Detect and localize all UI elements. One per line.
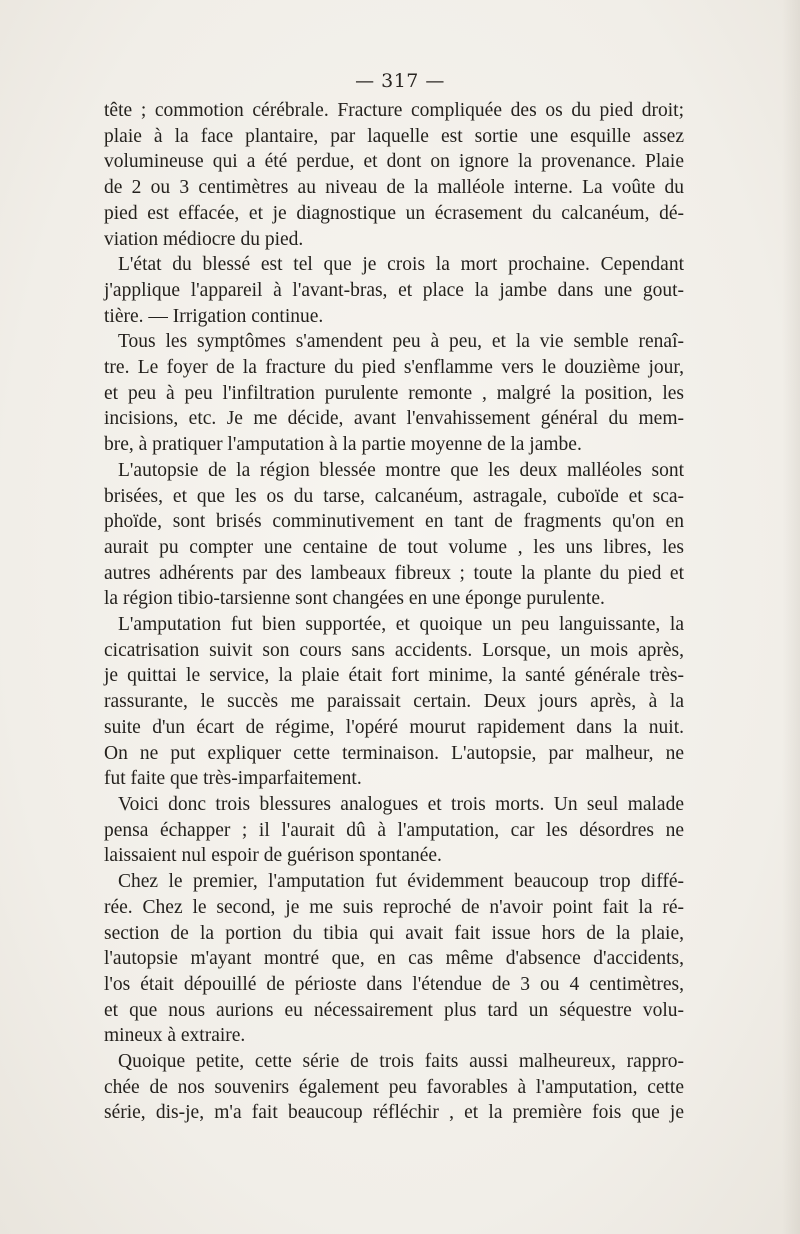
text-line: section de la portion du tibia qui avait fait issue hors de la plaie, bbox=[104, 922, 684, 944]
text-line: série, dis-je, m'a fait beaucoup réfléchir , et la première fois que je bbox=[104, 1102, 684, 1124]
text-line: et peu à peu l'infiltration purulente remonte , malgré la position, les bbox=[104, 382, 684, 404]
text-line: Tous les symptômes s'amendent peu à peu, et la vie semble renaî- bbox=[118, 331, 684, 353]
text-line: bre, à pratiquer l'amputation à la partie moyenne de la jambe. bbox=[104, 434, 582, 456]
text-line: la région tibio-tarsienne sont changées en une éponge purulente. bbox=[104, 588, 605, 610]
text-line: phoïde, sont brisés comminutivement en tant de fragments qu'on en bbox=[104, 511, 684, 533]
text-line: et que nous aurions eu nécessairement plus tard un séquestre volu- bbox=[104, 999, 684, 1021]
text-line: mineux à extraire. bbox=[104, 1025, 246, 1047]
text-line: laissaient nul espoir de guérison spontanée. bbox=[104, 845, 442, 867]
text-line: de 2 ou 3 centimètres au niveau de la malléole interne. La voûte du bbox=[104, 177, 684, 199]
text-line: volumineuse qui a été perdue, et dont on ignore la provenance. Plaie bbox=[104, 151, 684, 173]
text-line: l'os était dépouillé de périoste dans l'étendue de 3 ou 4 centimètres, bbox=[104, 973, 684, 995]
text-line: L'autopsie de la région blessée montre que les deux malléoles sont bbox=[118, 459, 684, 481]
text-line: l'autopsie m'ayant montré que, en cas même d'absence d'accidents, bbox=[104, 948, 684, 970]
text-line: autres adhérents par des lambeaux fibreux ; toute la plante du pied et bbox=[104, 562, 684, 584]
text-line: Chez le premier, l'amputation fut évidemment beaucoup trop diffé- bbox=[118, 871, 684, 893]
text-line: incisions, etc. Je me décide, avant l'envahissement général du mem- bbox=[104, 408, 684, 430]
text-line: aurait pu compter une centaine de tout volume , les uns libres, les bbox=[104, 536, 684, 558]
text-line: tête ; commotion cérébrale. Fracture compliquée des os du pied droit; bbox=[104, 100, 684, 121]
text-line: fut faite que très-imparfaitement. bbox=[104, 768, 362, 790]
text-line: je quittai le service, la plaie était fort minime, la santé générale très- bbox=[104, 665, 684, 687]
text-line: tre. Le foyer de la fracture du pied s'enflamme vers le douzième jour, bbox=[104, 357, 684, 379]
text-line: rée. Chez le second, je me suis reproché de n'avoir point fait la ré- bbox=[104, 896, 684, 918]
text-line: L'amputation fut bien supportée, et quoique un peu languissante, la bbox=[118, 614, 684, 636]
body-text bbox=[104, 98, 684, 1126]
text-line: Voici donc trois blessures analogues et trois morts. Un seul malade bbox=[118, 793, 684, 815]
text-line: pied est effacée, et je diagnostique un écrasement du calcanéum, dé- bbox=[104, 202, 684, 224]
text-line: tière. — Irrigation continue. bbox=[104, 305, 324, 327]
text-line: suite d'un écart de régime, l'opéré mourut rapidement dans la nuit. bbox=[104, 716, 684, 738]
text-line: cicatrisation suivit son cours sans accidents. Lorsque, un mois après, bbox=[104, 639, 684, 661]
text-line: brisées, et que les os du tarse, calcanéum, astragale, cuboïde et sca- bbox=[104, 485, 684, 507]
text-line: viation médiocre du pied. bbox=[104, 228, 304, 250]
text-line: plaie à la face plantaire, par laquelle est sortie une esquille assez bbox=[104, 125, 684, 147]
text-line: chée de nos souvenirs également peu favorables à l'amputation, cette bbox=[104, 1076, 684, 1098]
text-line: Quoique petite, cette série de trois faits aussi malheureux, rappro- bbox=[118, 1051, 684, 1073]
text-line: pensa échapper ; il l'aurait dû à l'amputation, car les désordres ne bbox=[104, 819, 684, 841]
text-line: rassurante, le succès me paraissait certain. Deux jours après, à la bbox=[104, 691, 684, 713]
text-line: L'état du blessé est tel que je crois la mort prochaine. Cependant bbox=[118, 254, 684, 276]
text-line: j'applique l'appareil à l'avant-bras, et place la jambe dans une gout- bbox=[104, 279, 684, 301]
page-number: — 317 — bbox=[355, 70, 445, 92]
text-line: On ne put expliquer cette terminaison. L'autopsie, par malheur, ne bbox=[104, 742, 684, 764]
